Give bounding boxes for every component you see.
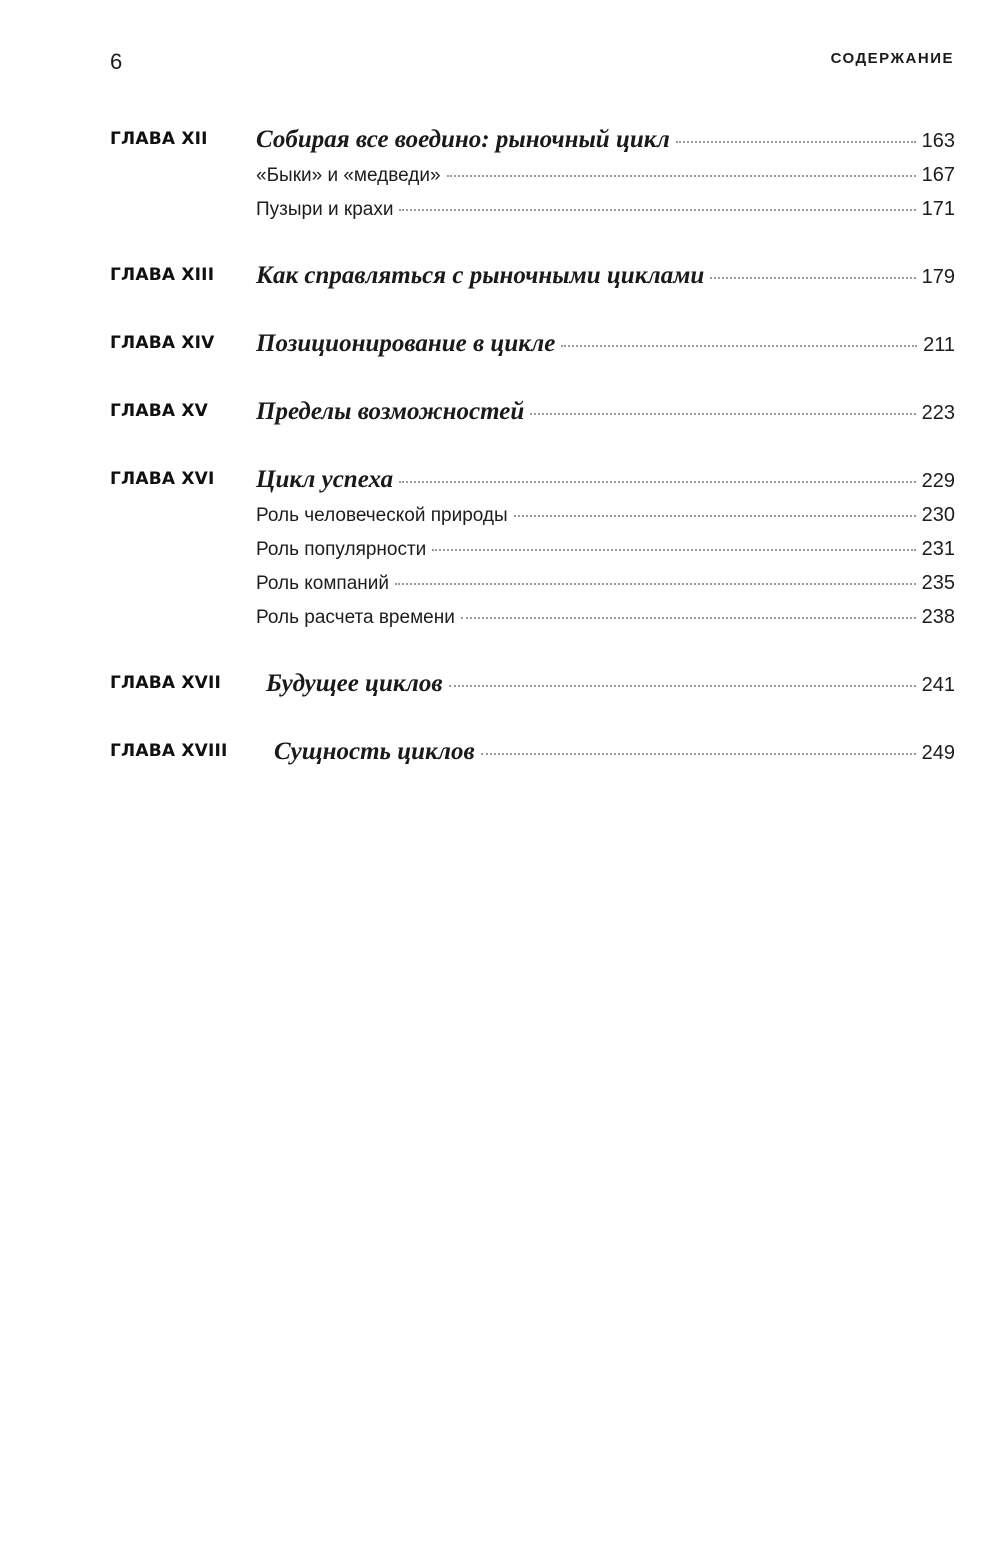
chapter-page: 241 [921,674,955,696]
chapter-label: ГЛАВА XII [110,129,208,149]
chapter-title: Цикл успеха [256,466,394,493]
section-title: Роль компаний [256,573,389,594]
toc-chapter-xii [110,122,955,226]
chapter-page: 211 [923,334,955,356]
dot-leader [432,549,915,551]
chapter-title-row [110,394,955,430]
section-page: 167 [921,164,955,186]
chapter-page: 179 [921,266,955,288]
dot-leader [561,345,917,347]
section-title: Пузыри и крахи [256,199,394,220]
toc-chapter-xiii [110,258,955,294]
section-title: «Быки» и «медведи» [256,165,441,186]
chapter-label: ГЛАВА XVIII [110,741,228,761]
dot-leader [399,481,915,483]
section-page: 171 [921,198,955,220]
section-page: 238 [921,606,955,628]
section-page: 231 [921,538,955,560]
chapter-page: 229 [921,470,955,492]
section-row [110,498,955,532]
table-of-contents [110,122,955,802]
chapter-title-row [110,734,955,770]
toc-chapter-xv [110,394,955,430]
chapter-label: ГЛАВА XVI [110,469,215,489]
dot-leader [395,583,916,585]
toc-chapter-xvii [110,666,955,702]
page-number: 6 [110,49,123,74]
section-row [110,532,955,566]
chapter-title: Как справляться с рыночными циклами [256,262,705,289]
chapter-label: ГЛАВА XIV [110,333,215,353]
toc-chapter-xiv [110,326,955,362]
section-row [110,600,955,634]
chapter-title: Будущее циклов [266,670,443,697]
section-page: 235 [921,572,955,594]
chapter-title-row [110,258,955,294]
running-head: СОДЕРЖАНИЕ [830,50,954,67]
dot-leader [399,209,915,211]
dot-leader [461,617,916,619]
section-row [110,158,955,192]
section-title: Роль популярности [256,539,427,560]
chapter-page: 163 [921,130,955,152]
chapter-title-row [110,326,955,362]
chapter-title: Пределы возможностей [256,398,525,425]
toc-chapter-xviii [110,734,955,770]
section-row [110,566,955,600]
section-title: Роль расчета времени [256,607,455,628]
chapter-title-row [110,666,955,702]
chapter-page: 249 [921,742,955,764]
chapter-title-row [110,122,955,158]
chapter-page: 223 [921,402,955,424]
section-page: 230 [921,504,955,526]
dot-leader [710,277,915,279]
chapter-label: ГЛАВА XV [110,401,209,421]
chapter-title: Собирая все воедино: рыночный цикл [256,126,670,153]
section-row [110,192,955,226]
chapter-title: Позиционирование в цикле [256,330,556,357]
dot-leader [481,753,916,755]
dot-leader [514,515,916,517]
chapter-title-row [110,462,955,498]
dot-leader [449,685,916,687]
dot-leader [447,175,916,177]
chapter-label: ГЛАВА XIII [110,265,215,285]
chapter-title: Сущность циклов [274,738,475,765]
dot-leader [676,141,916,143]
dot-leader [530,413,915,415]
toc-chapter-xvi [110,462,955,634]
section-title: Роль человеческой природы [256,505,508,526]
chapter-label: ГЛАВА XVII [110,673,222,693]
